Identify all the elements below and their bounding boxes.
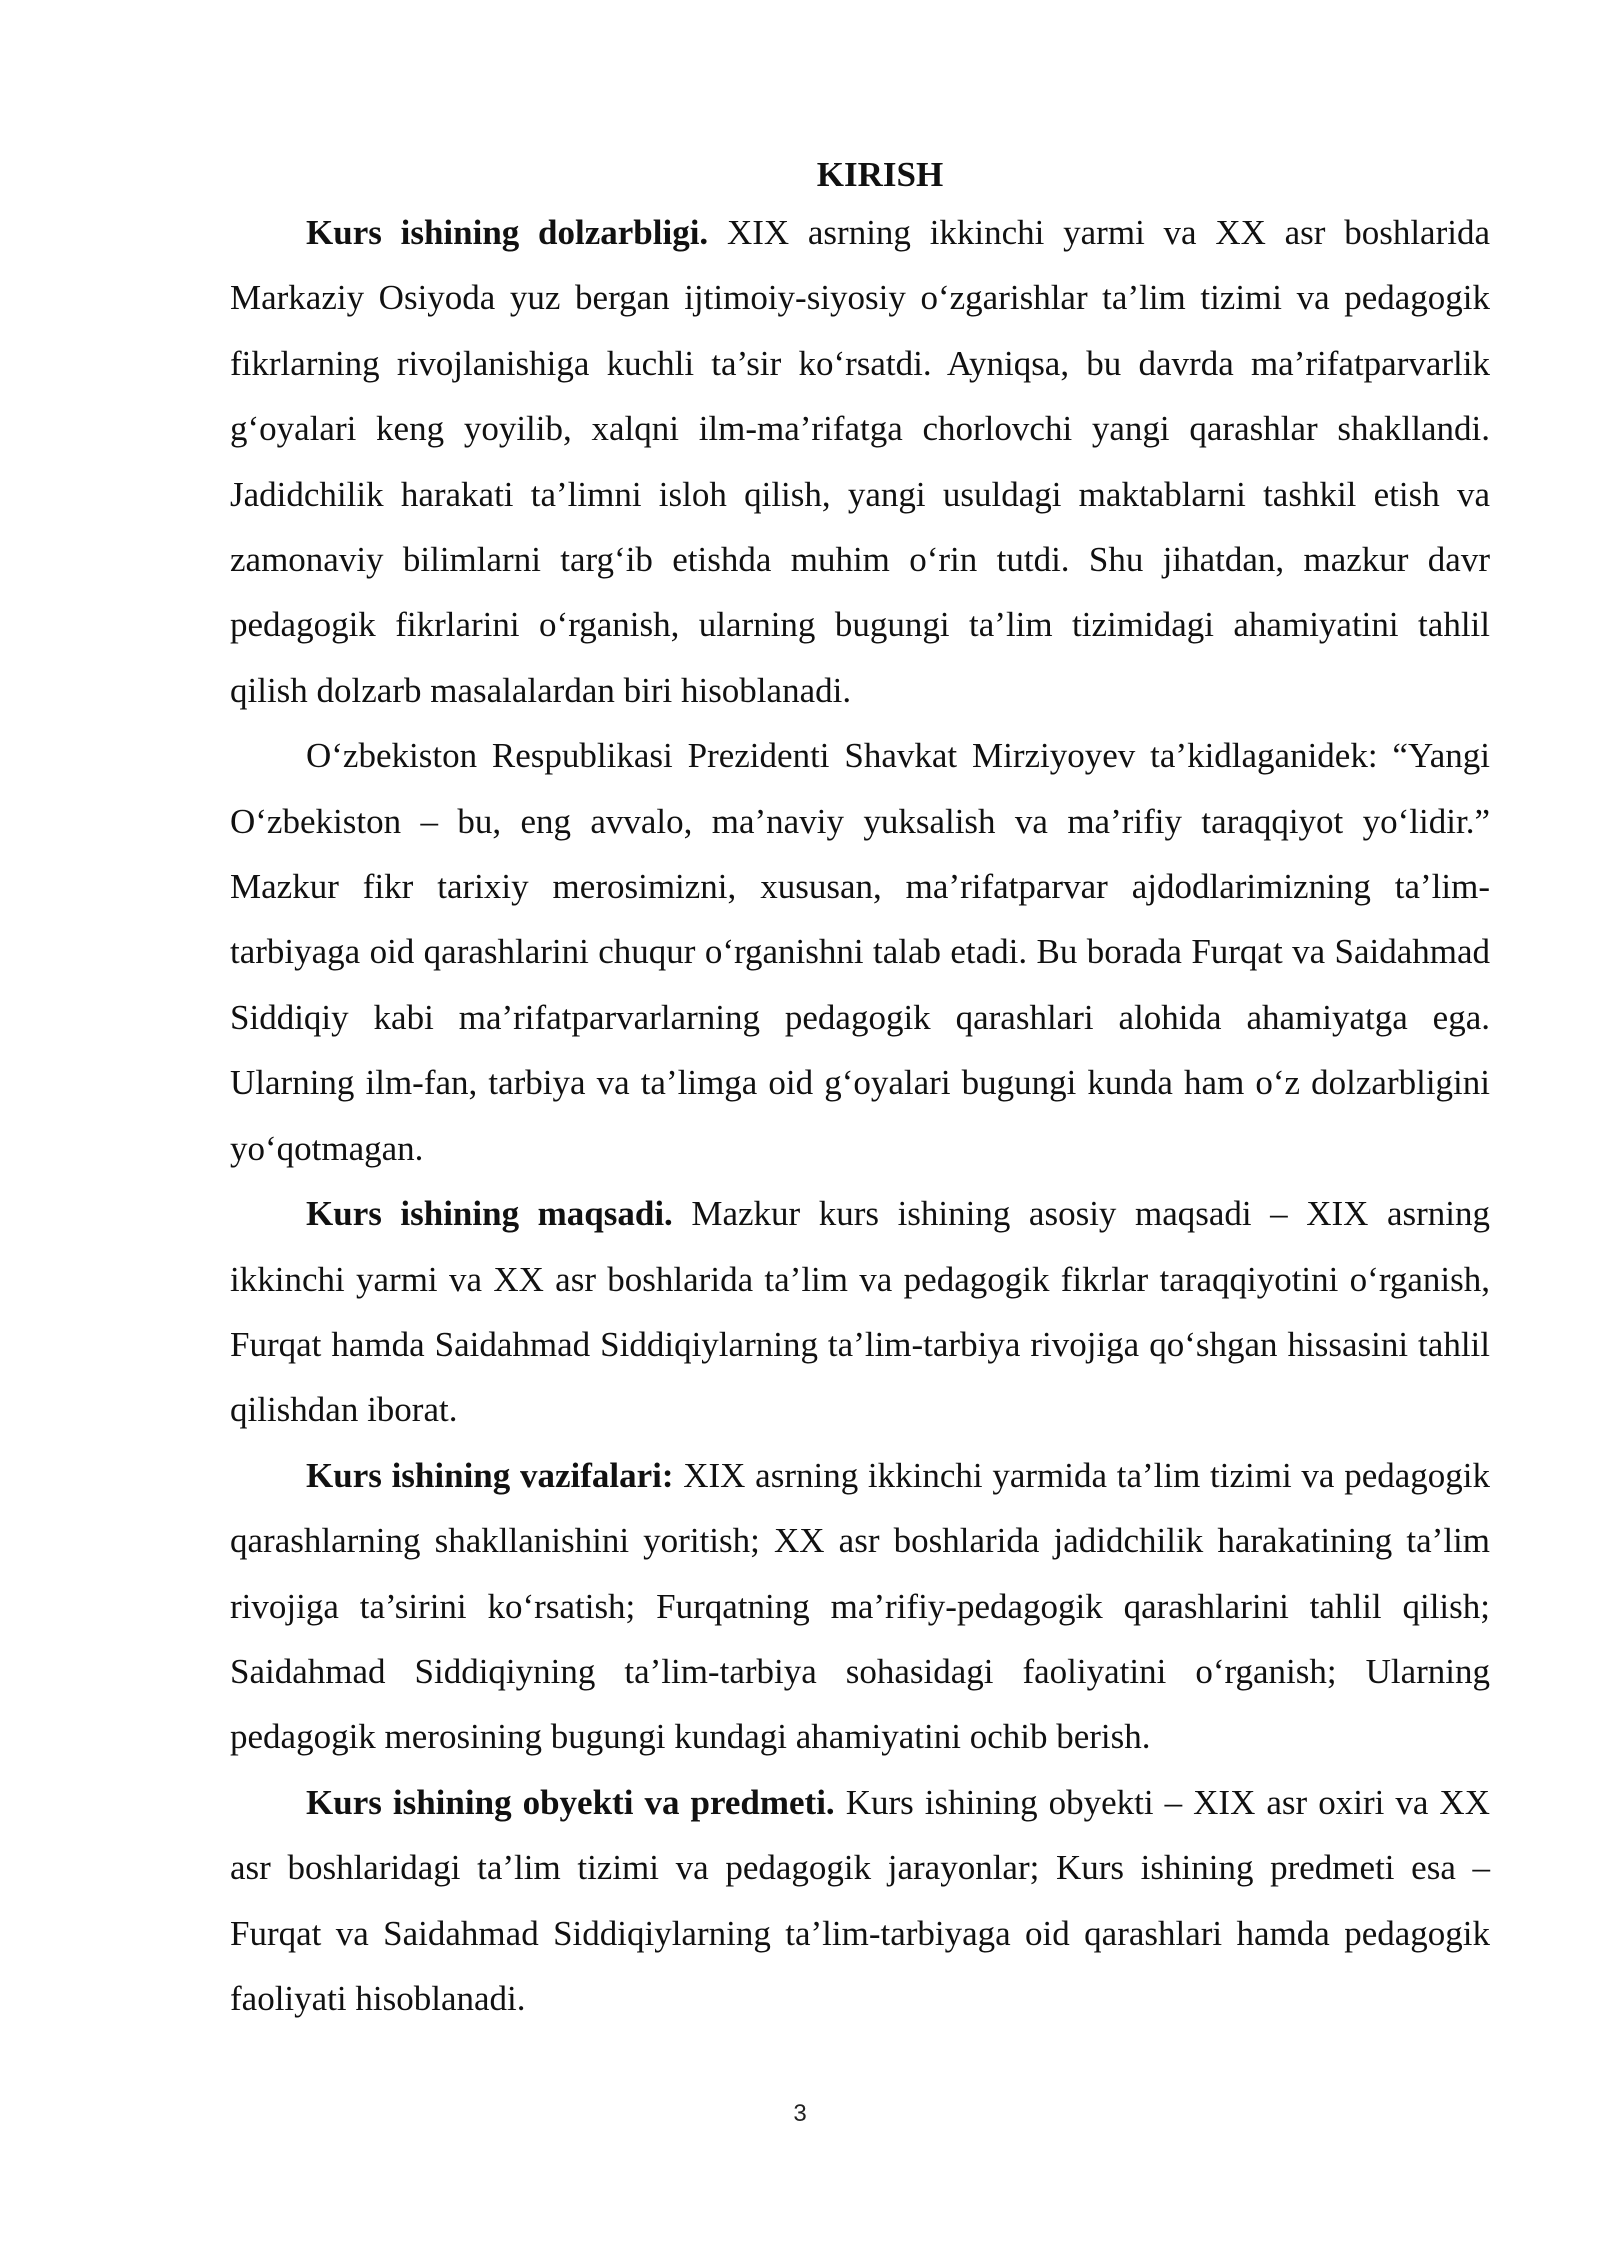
paragraph-relevance xyxy=(230,200,1490,723)
paragraph-lead: Kurs ishining dolzarbligi. xyxy=(306,213,709,252)
paragraph-lead: Kurs ishining obyekti va predmeti. xyxy=(306,1782,835,1822)
paragraph-text: Mazkur kurs ishining asosiy maqsadi – XIX asrning ikkinchi yarmi va XX asr boshlarida ta’lim va pedagogik fikrlar taraqqiyotini o‘rganish, Furqat hamda Saidahmad Siddiqiylarning ta’lim-tarbiya rivojiga qo‘shgan hissasini tahlil qilishdan iborat. xyxy=(230,1194,1490,1430)
paragraph-text: O‘zbekiston Respublikasi Prezidenti Shavkat Mirziyoyev ta’kidlaganidek: “Yangi O‘zbekiston – bu, eng avvalo, ma’naviy yuksalish va ma’rifiy taraqqiyot yo‘lidir.” Mazkur fikr tarixiy merosimizni, xususan, ma’rifatparvar ajdodlarimizning ta’lim-tarbiyaga oid qarashlarini chuqur o‘rganishni talab etadi. Bu borada Furqat va Saidahmad Siddiqiy kabi ma’rifatparvarlarning pedagogik qarashlari alohida ahamiyatga ega. Ularning ilm-fan, tarbiya va ta’limga oid g‘oyalari bugungi kunda ham o‘z dolzarbligini yo‘qotmagan. xyxy=(230,736,1490,1168)
paragraph-text: Kurs ishining obyekti – XIX asr oxiri va XX asr boshlaridagi ta’lim tizimi va pedagogik jarayonlar; Kurs ishining predmeti esa – Furqat va Saidahmad Siddiqiylarning ta’lim-tarbiyaga oid qarashlari hamda pedagogik faoliyati hisoblanadi. xyxy=(230,1782,1490,2018)
paragraph-text: XIX asrning ikkinchi yarmi va XX asr boshlarida Markaziy Osiyoda yuz bergan ijtimoiy-siyosiy o‘zgarishlar ta’lim tizimi va pedagogik fikrlarning rivojlanishiga kuchli ta’sir ko‘rsatdi. Ayniqsa, bu davrda ma’rifatparvarlik g‘oyalari keng yoyilib, xalqni ilm-ma’rifatga chorlovchi yangi qarashlar shakllandi. Jadidchilik harakati ta’limni isloh qilish, yangi usuldagi maktablarni tashkil etish va zamonaviy bilimlarni targ‘ib etishda muhim o‘rin tutdi. Shu jihatdan, mazkur davr pedagogik fikrlarini o‘rganish, ularning bugungi ta’lim tizimidagi ahamiyatini tahlil qilish dolzarb masalalardan biri hisoblanadi. xyxy=(230,213,1490,710)
page-content xyxy=(230,150,1490,2031)
paragraph-lead: Kurs ishining maqsadi. xyxy=(306,1194,673,1234)
paragraph-goal xyxy=(230,1181,1490,1443)
paragraph-president-quote xyxy=(230,723,1490,1181)
paragraph-text: XIX asrning ikkinchi yarmida ta’lim tizimi va pedagogik qarashlarning shakllanishini yoritish; XX asr boshlarida jadidchilik harakatining ta’lim rivojiga ta’sirini ko‘rsatish; Furqatning ma’rifiy-pedagogik qarashlarini tahlil qilish; Saidahmad Siddiqiyning ta’lim-tarbiya sohasidagi faoliyatini o‘rganish; Ularning pedagogik merosining bugungi kundagi ahamiyatini ochib berish. xyxy=(230,1455,1490,1757)
page-number: 3 xyxy=(793,2100,807,2127)
page-title: KIRISH xyxy=(816,155,944,194)
paragraph-tasks xyxy=(230,1443,1490,1770)
paragraph-lead: Kurs ishining vazifalari: xyxy=(306,1455,674,1495)
paragraph-object-subject xyxy=(230,1770,1490,2032)
